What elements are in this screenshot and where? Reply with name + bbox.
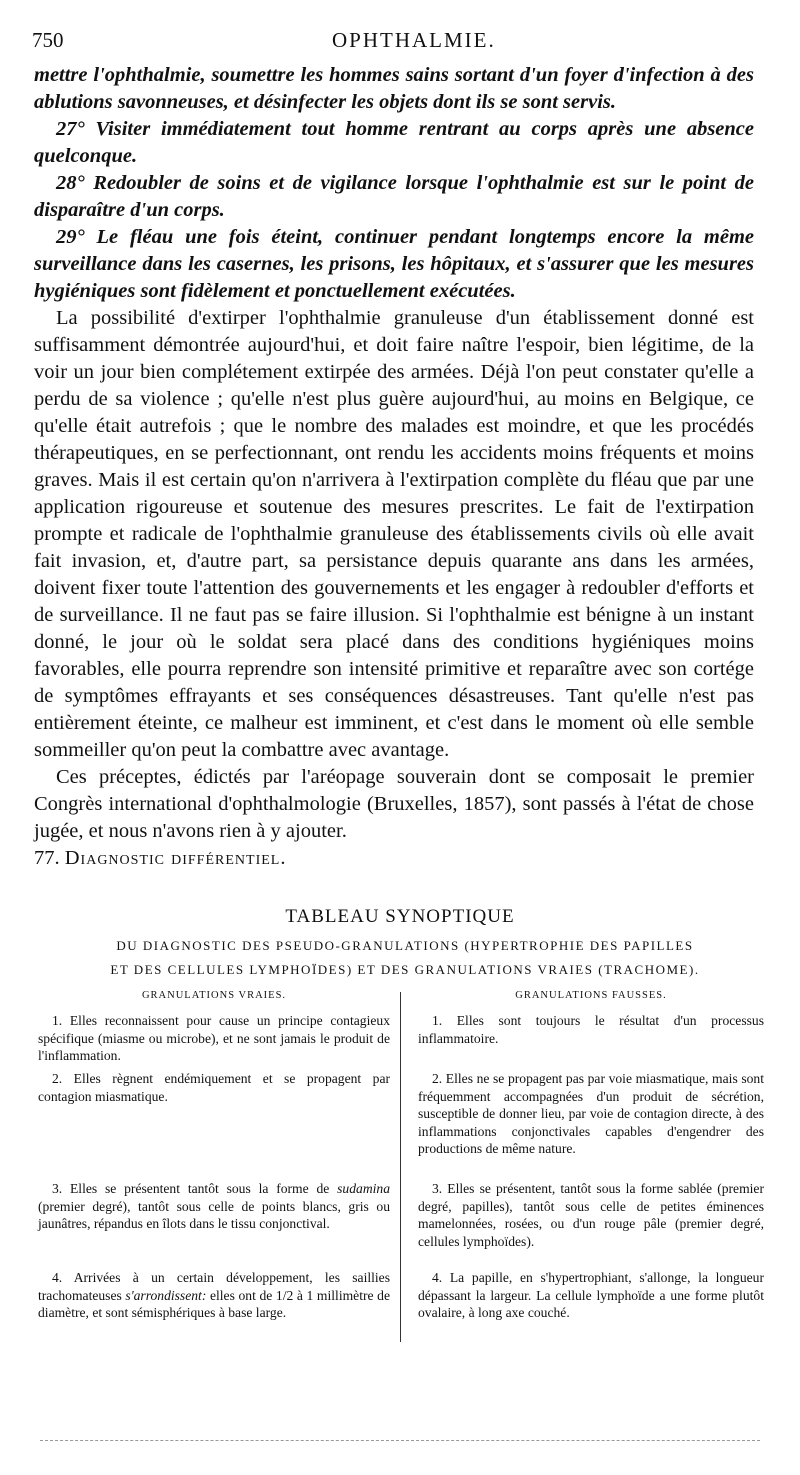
rule-number: 28° xyxy=(56,172,85,194)
column-divider xyxy=(400,992,401,1342)
table-item: 2. Elles ne se propagent pas par voie miasmatique, mais sont fréquemment accompagnées d'un produit de sécrétion, susceptible de donner lieu, par voie de contagion directe, à des inflammations conjonctivales capables d'engendrer des productions de même nature. xyxy=(418,1071,764,1156)
section-title: Diagnostic différentiel. xyxy=(64,847,287,869)
table-item: 4. La papille, en s'hypertrophiant, s'allonge, la longueur dépassant la largeur. La cellule lymphoïde a une forme plutôt ovalaire, à long axe couché. xyxy=(418,1270,764,1320)
table-item xyxy=(38,1180,390,1233)
rule-27 xyxy=(34,116,754,170)
table-item: 2. Elles règnent endémiquement et se propagent par contagion miasmatique. xyxy=(38,1071,390,1104)
item-emphasis: sudamina xyxy=(337,1181,391,1196)
item-rest: (premier degré), tantôt sous celle de points blancs, gris ou jaunâtres, répandus en îlots dans le tissu conjonctival. xyxy=(38,1198,390,1231)
footer-rule xyxy=(40,1440,760,1441)
paragraph-continued: mettre l'ophthalmie, soumettre les hommes sains sortant d'un foyer d'infection à des ablutions savonneuses, et désinfecter les objets dont ils se sont servis. xyxy=(34,64,754,113)
paragraph: Ces préceptes, édictés par l'aréopage souverain dont se composait le premier Congrès international d'ophthalmologie (Bruxelles, 1857), sont passés à l'état de chose jugée, et nous n'avons rien à y ajouter. xyxy=(34,766,754,842)
right-column-header: GRANULATIONS FAUSSES. xyxy=(515,990,667,1001)
rule-number: 27° xyxy=(56,118,85,140)
paragraph: La possibilité d'extirper l'ophthalmie granuleuse d'un établissement donné est suffisamment démontrée aujourd'hui, et doit faire naître l'espoir, bien légitime, de la voir un jour bien complétement extirpée des armées. Déjà l'on peut constater qu'elle a perdu de sa violence ; qu'elle n'est plus guère aujourd'hui, au moins en Belgique, ce qu'elle était autrefois ; que le nombre des malades est moindre, et que les procédés thérapeutiques, en se perfectionnant, ont rendu les accidents moins fréquents et moins graves. Mais il est certain qu'on n'arrivera à l'extirpation complète du fléau que par une application rigoureuse et soutenue des mesures prescrites. Le fait de l'extirpation prompte et radicale de l'ophthalmie granuleuse des établissements civils où elle avait fait invasion, et, d'autre part, sa persistance depuis quarante ans dans les armées, doivent fixer toute l'attention des gouvernements et les engager à redoubler d'efforts et de surveillance. Il ne faut pas se faire illusion. Si l'ophthalmie est bénigne à un instant donné, le jour où le soldat sera placé dans des conditions hygiéniques moins favorables, elle pourra reprendre son intensité primitive et reparaître avec son cortége de symptômes effrayants et ses conséquences désastreuses. Tant qu'elle n'est pas entièrement éteinte, ce malheur est imminent, et c'est dans le moment où elle semble sommeiller qu'on peut la combattre avec avantage. xyxy=(34,307,754,761)
running-title: OPHTHALMIE. xyxy=(332,28,496,52)
rule-29 xyxy=(34,224,754,305)
rule-28 xyxy=(34,170,754,224)
rule-text: Redoubler de soins et de vigilance lorsque l'ophthalmie est sur le point de disparaître d'un corps. xyxy=(34,172,754,221)
page-number: 750 xyxy=(32,28,64,52)
item-lead: 3. Elles se présentent tantôt sous la forme de xyxy=(52,1181,330,1196)
left-column-header: GRANULATIONS VRAIES. xyxy=(141,990,287,1001)
table-item: 1. Elles reconnaissent pour cause un principe contagieux spécifique (miasme ou microbe), et ne sont jamais le produit de l'inflammation. xyxy=(38,1013,390,1063)
rule-text: Visiter immédiatement tout homme rentrant au corps après une absence quelconque. xyxy=(34,118,754,167)
section-heading xyxy=(34,845,754,872)
item-rest: elles ont de 1/2 à 1 millimètre de diamètre, et sont sémisphériques à base large. xyxy=(38,1287,390,1320)
section-number: 77. xyxy=(34,847,60,869)
main-text xyxy=(34,62,754,872)
item-lead: 4. Arrivées à un certain développement, les saillies trachomateuses xyxy=(38,1270,390,1303)
table-item xyxy=(38,1269,390,1322)
table-item: 1. Elles sont toujours le résultat d'un processus inflammatoire. xyxy=(418,1013,764,1046)
table-item: 3. Elles se présentent, tantôt sous la forme sablée (premier degré, papilles), tantôt sous celle de petites éminences mamelonnées, rosées, ou d'un rouge pâle (premier degré, cellules lymphoïdes). xyxy=(418,1181,764,1249)
running-header xyxy=(32,28,752,52)
table-title: TABLEAU SYNOPTIQUE xyxy=(285,906,515,927)
table-subtitle: DU DIAGNOSTIC DES PSEUDO-GRANULATIONS (HYPERTROPHIE DES PAPILLES xyxy=(116,938,694,953)
rule-number: 29° xyxy=(56,226,85,248)
rule-text: Le fléau une fois éteint, continuer pendant longtemps encore la même surveillance dans les casernes, les prisons, les hôpitaux, et s'assurer que les mesures hygiéniques sont fidèlement et ponctuellement exécutées. xyxy=(34,226,755,302)
item-emphasis: s'arrondissent: xyxy=(125,1287,207,1303)
table-subtitle: ET DES CELLULES LYMPHOÏDES) ET DES GRANULATIONS VRAIES (TRACHOME). xyxy=(110,962,700,977)
